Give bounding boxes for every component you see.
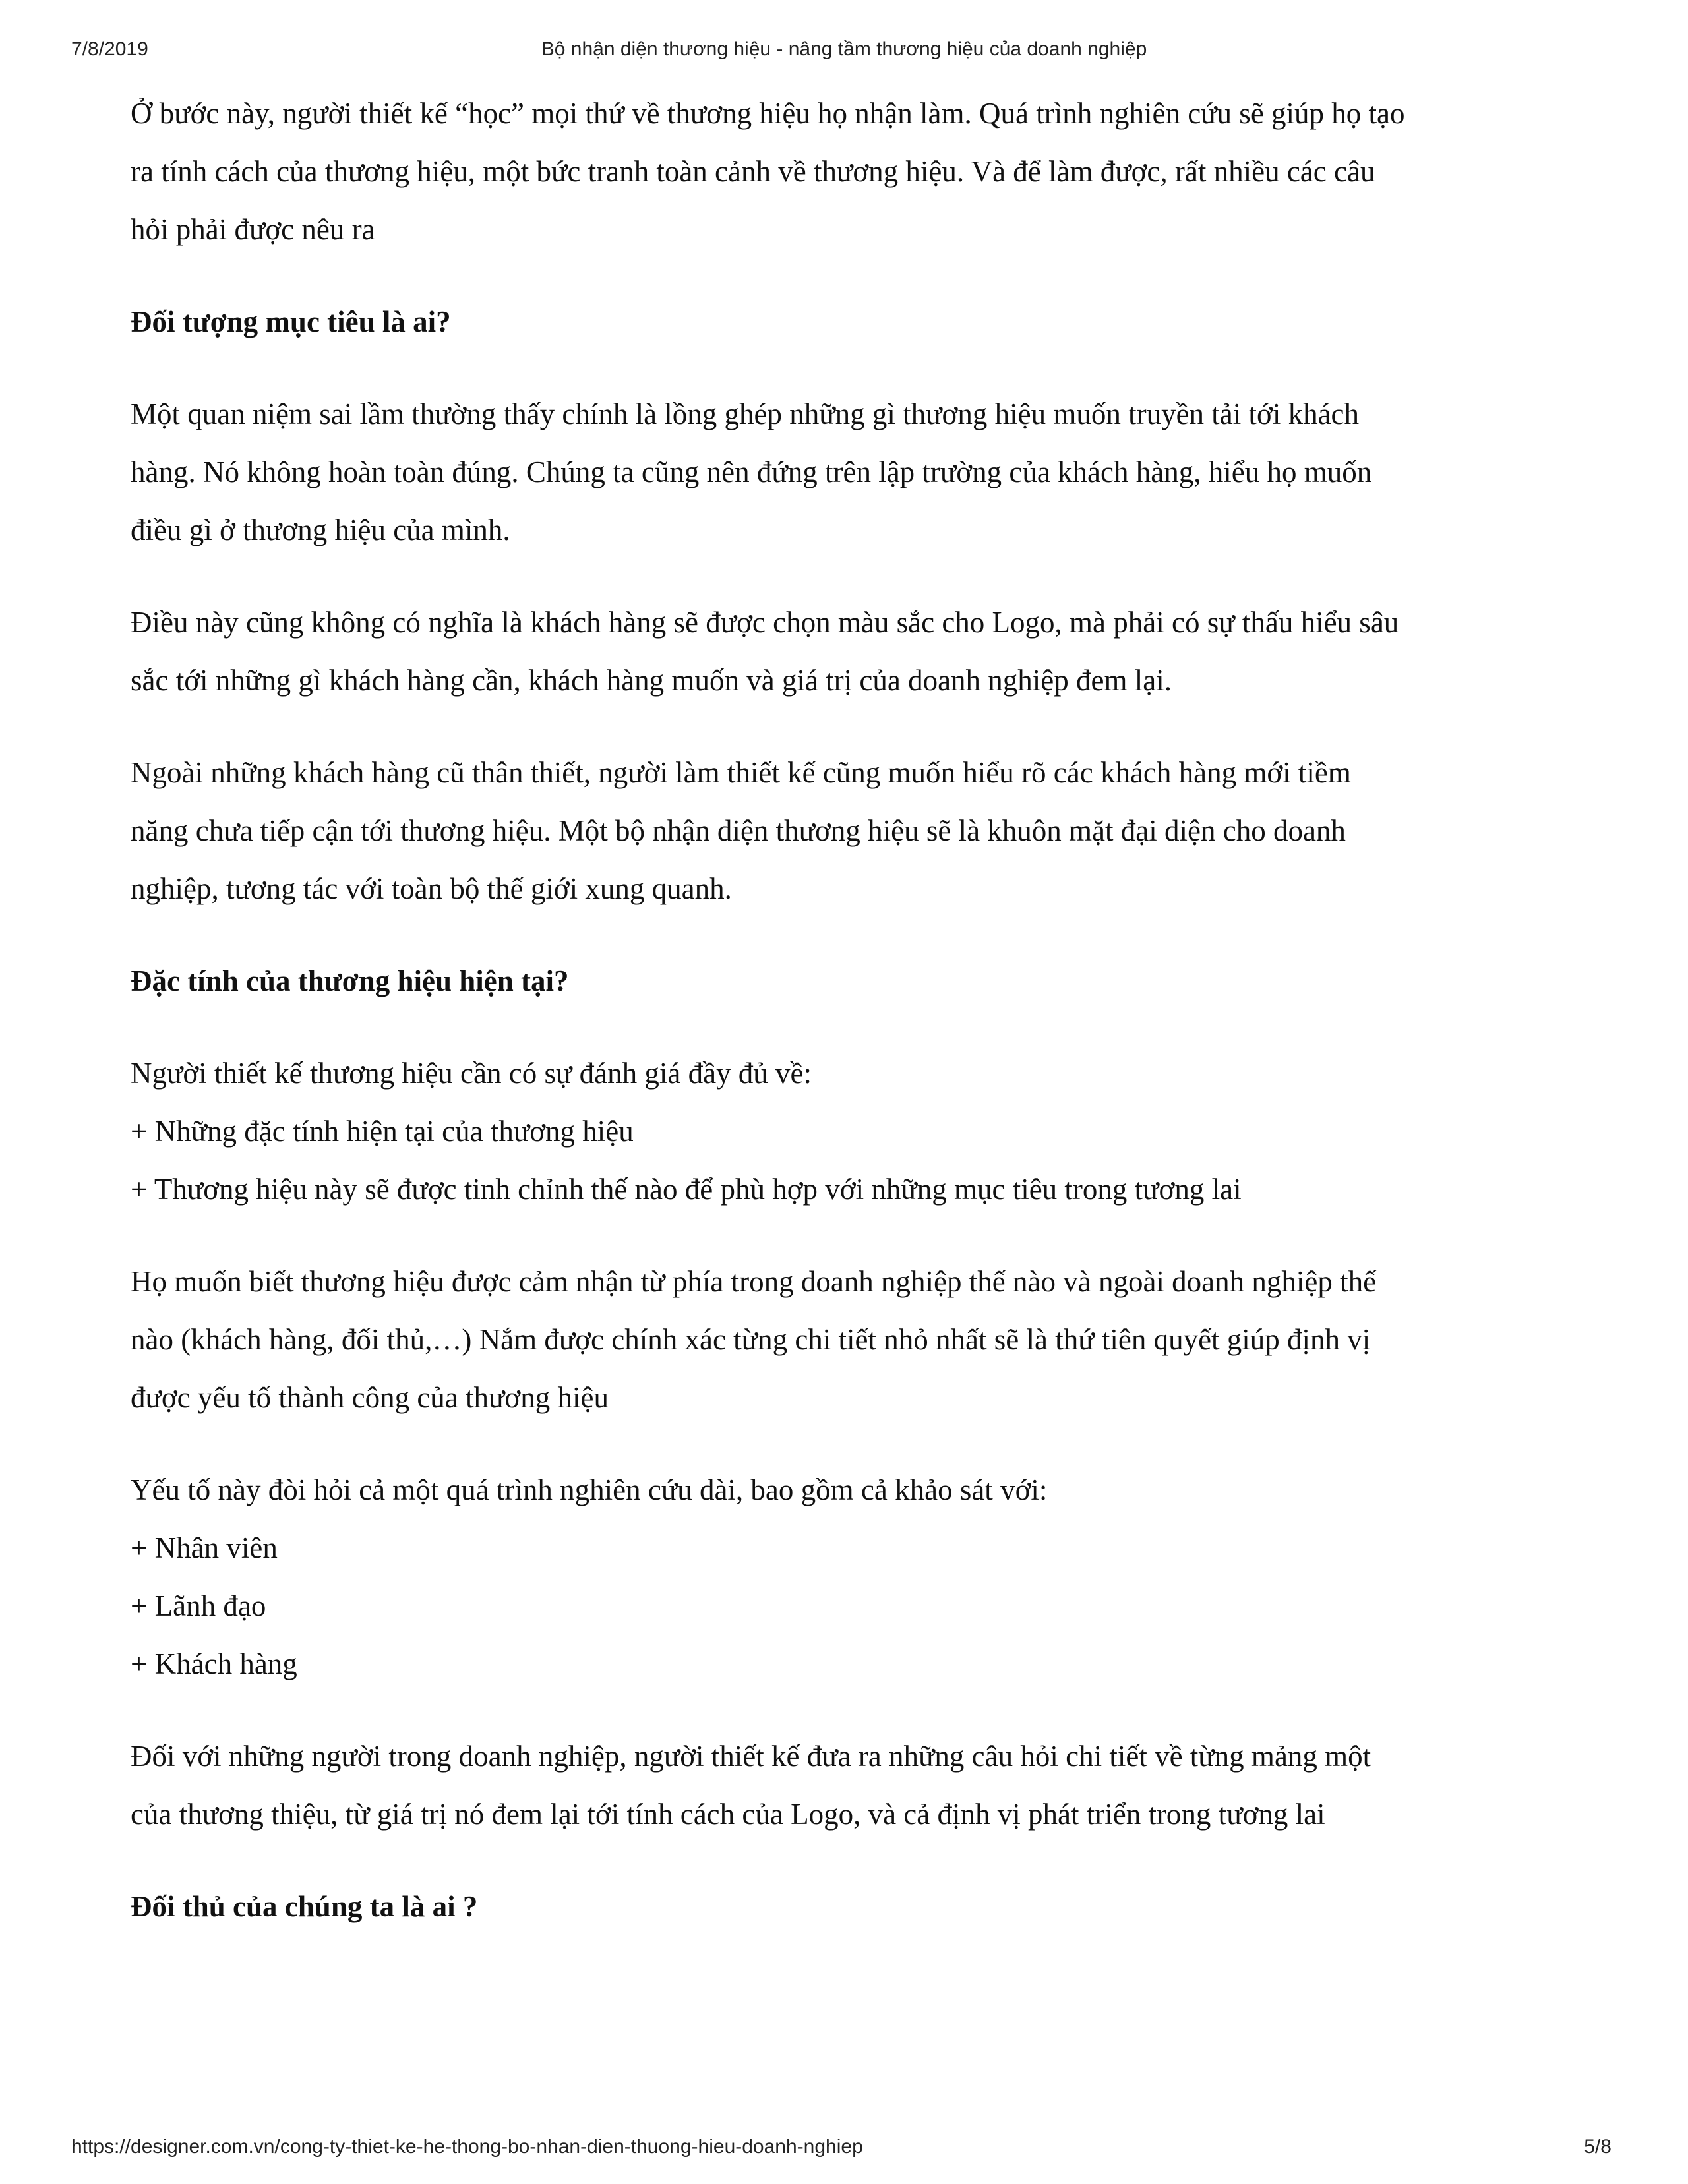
paragraph-new-customers (131, 744, 1568, 918)
paragraph-misconception (131, 385, 1568, 559)
text-line: được yếu tố thành công của thương hiệu (131, 1381, 609, 1414)
print-header (0, 38, 1688, 78)
text-line: của thương thiệu, từ giá trị nó đem lại tới tính cách của Logo, và cả định vị phát triển trong tương lai (131, 1798, 1325, 1831)
list-item: + Lãnh đạo (131, 1589, 266, 1622)
text-line: nghiệp, tương tác với toàn bộ thế giới xung quanh. (131, 872, 732, 905)
paragraph-survey-list (131, 1461, 1568, 1693)
text-line: Ở bước này, người thiết kế “học” mọi thứ về thương hiệu họ nhận làm. Quá trình nghiên cứu sẽ giúp họ tạo (131, 97, 1405, 130)
list-item: + Nhân viên (131, 1531, 278, 1564)
list-item: + Những đặc tính hiện tại của thương hiệu (131, 1115, 634, 1148)
text-line: Yếu tố này đòi hỏi cả một quá trình nghiên cứu dài, bao gồm cả khảo sát với: (131, 1473, 1048, 1506)
text-line: Điều này cũng không có nghĩa là khách hàng sẽ được chọn màu sắc cho Logo, mà phải có sự thấu hiểu sâu (131, 606, 1399, 639)
text-line: điều gì ở thương hiệu của mình. (131, 514, 510, 546)
text-line: Một quan niệm sai lầm thường thấy chính là lồng ghép những gì thương hiệu muốn truyền tải tới khách (131, 398, 1360, 430)
text-line: Đối với những người trong doanh nghiệp, người thiết kế đưa ra những câu hỏi chi tiết về từng mảng một (131, 1740, 1372, 1773)
text-line: sắc tới những gì khách hàng cần, khách hàng muốn và giá trị của doanh nghiệp đem lại. (131, 664, 1172, 697)
list-item: + Thương hiệu này sẽ được tinh chỉnh thế nào để phù hợp với những mục tiêu trong tương lai (131, 1173, 1242, 1206)
print-date: 7/8/2019 (71, 38, 148, 60)
print-title: Bộ nhận diện thương hiệu - nâng tầm thương hiệu của doanh nghiệp (541, 38, 1147, 60)
article-body (131, 84, 1568, 1970)
text-line: hàng. Nó không hoàn toàn đúng. Chúng ta cũng nên đứng trên lập trường của khách hàng, hiểu họ muốn (131, 456, 1372, 488)
list-item: + Khách hàng (131, 1647, 297, 1680)
paragraph-intro (131, 84, 1568, 258)
text-line: năng chưa tiếp cận tới thương hiệu. Một bộ nhận diện thương hiệu sẽ là khuôn mặt đại diện cho doanh (131, 814, 1346, 847)
heading-target-audience: Đối tượng mục tiêu là ai? (131, 305, 451, 338)
print-footer (0, 2136, 1688, 2175)
page-number: 5/8 (1584, 2136, 1612, 2158)
text-line: Người thiết kế thương hiệu cần có sự đánh giá đầy đủ về: (131, 1057, 812, 1090)
heading-brand-traits: Đặc tính của thương hiệu hiện tại? (131, 964, 569, 997)
paragraph-perception (131, 1253, 1568, 1427)
text-line: ra tính cách của thương hiệu, một bức tranh toàn cảnh về thương hiệu. Và để làm được, rất nhiều các câu (131, 155, 1375, 188)
text-line: hỏi phải được nêu ra (131, 213, 375, 246)
paragraph-understanding (131, 593, 1568, 709)
text-line: Họ muốn biết thương hiệu được cảm nhận từ phía trong doanh nghiệp thế nào và ngoài doanh nghiệp thế (131, 1265, 1377, 1298)
paragraph-evaluation-list (131, 1044, 1568, 1218)
text-line: nào (khách hàng, đối thủ,…) Nắm được chính xác từng chi tiết nhỏ nhất sẽ là thứ tiên quyết giúp định vị (131, 1323, 1371, 1356)
heading-competitors: Đối thủ của chúng ta là ai ? (131, 1890, 478, 1923)
text-line: Ngoài những khách hàng cũ thân thiết, người làm thiết kế cũng muốn hiểu rõ các khách hàng mới tiềm (131, 756, 1351, 789)
paragraph-internal-questions (131, 1727, 1568, 1843)
source-url: https://designer.com.vn/cong-ty-thiet-ke-he-thong-bo-nhan-dien-thuong-hieu-doanh-nghiep (71, 2136, 863, 2158)
